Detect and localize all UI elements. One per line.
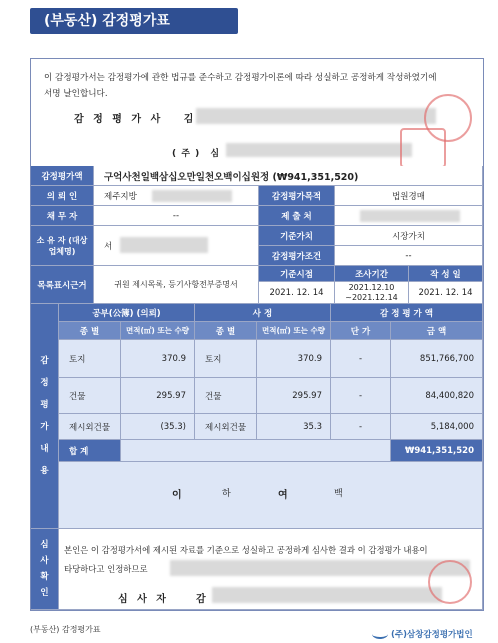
period-label: 조사기간 — [335, 266, 409, 282]
col-type-2: 종 별 — [195, 322, 257, 340]
base-date-value: 2021. 12. 14 — [259, 282, 335, 304]
written-value: 2021. 12. 14 — [409, 282, 483, 304]
appraiser-row — [74, 110, 196, 125]
page-title: (부동산) 감정평가표 — [30, 8, 238, 34]
debtor-value: -- — [94, 206, 259, 226]
row2-amount: 84,400,820 — [391, 378, 483, 414]
footer-right — [372, 628, 473, 640]
redacted-client — [152, 190, 232, 202]
owner-label: 소 유 자 (대상업체명) — [31, 226, 94, 266]
written-label: 작 성 일 — [409, 266, 483, 282]
header-bar — [0, 0, 498, 44]
below-char-3: 여 — [278, 490, 288, 501]
redacted-reviewer — [212, 587, 442, 603]
list-value: 귀원 제시목록, 등기사항전부증명서 — [94, 266, 259, 304]
row1-type2: 토지 — [195, 340, 257, 378]
row3-type1: 제시외건물 — [59, 414, 121, 440]
review-char: 확 — [40, 572, 49, 582]
review-text-1: 본인은 이 감정평가서에 제시된 자료를 기준으로 성실하고 공정하게 심사한 결과 이 감정평가 내용이 — [64, 545, 428, 555]
row2-area1: 295.97 — [121, 378, 195, 414]
eval-label: 감 정 평 가 액 — [331, 304, 483, 322]
reviewer-label: 심 사 자 — [118, 594, 169, 605]
public-label: 공부(公簿) (의뢰) — [59, 304, 195, 322]
detail-side-text — [40, 350, 48, 482]
company-logo-icon — [372, 629, 388, 639]
survey-label: 사 정 — [195, 304, 331, 322]
submit-label: 제 출 처 — [259, 206, 335, 226]
footer-company: (주)삼창감정평가법인 — [391, 630, 473, 640]
redacted-review — [170, 560, 470, 576]
basis-label: 기준가치 — [259, 226, 335, 246]
side-char: 감 — [40, 356, 49, 366]
row1-area2: 370.9 — [257, 340, 331, 378]
col-area-1: 면적(㎡) 또는 수량 — [121, 322, 195, 340]
basis-value: 시장가치 — [335, 226, 483, 246]
footer-left: (부동산) 감정평가표 — [30, 625, 101, 634]
row2-type2: 건물 — [195, 378, 257, 414]
col-type-1: 종 별 — [59, 322, 121, 340]
purpose-label: 감정평가목적 — [259, 186, 335, 206]
company-row — [172, 146, 220, 159]
side-char: 내 — [40, 444, 49, 454]
condition-value: -- — [335, 246, 483, 266]
amount-value: 구억사천일백삼십오만일천오백이십원정 (₩941,351,520) — [94, 166, 483, 186]
period-end: ~2021.12.14 — [345, 292, 398, 302]
row2-unit: - — [331, 378, 391, 414]
intro-line-1: 이 감정평가서는 감정평가에 관한 법규를 준수하고 감정평가이론에 따라 성실하고 공정하게 작성하였기에 — [44, 73, 437, 83]
client-value: 제주지방 — [94, 186, 259, 206]
intro-line-2: 서명 날인합니다. — [44, 89, 108, 99]
review-side-label — [31, 529, 59, 610]
reviewer-name: 감 — [196, 594, 206, 605]
company-stamp — [400, 128, 446, 168]
side-char: 평 — [40, 400, 49, 410]
company-prefix: ( 주 ) — [172, 149, 201, 159]
row3-type2: 제시외건물 — [195, 414, 257, 440]
side-char: 가 — [40, 422, 49, 432]
total-value: ₩941,351,520 — [391, 440, 483, 462]
redacted-appraiser-name — [196, 108, 436, 124]
company-name: 심 — [210, 149, 221, 159]
row2-area2: 295.97 — [257, 378, 331, 414]
reviewer-stamp — [428, 560, 472, 604]
appraiser-name: 김 — [183, 114, 197, 125]
list-label: 목록표시근거 — [31, 266, 94, 304]
col-unit: 단 가 — [331, 322, 391, 340]
amount-label: 감정평가액 — [31, 166, 94, 186]
row3-amount: 5,184,000 — [391, 414, 483, 440]
row3-area1: (35.3) — [121, 414, 195, 440]
condition-label: 감정평가조건 — [259, 246, 335, 266]
total-spacer — [121, 440, 391, 462]
row3-area2: 35.3 — [257, 414, 331, 440]
client-label: 의 뢰 인 — [31, 186, 94, 206]
review-text-2: 타당하다고 인정하므로 — [64, 564, 148, 574]
detail-side-label — [31, 304, 59, 529]
redacted-submit — [360, 210, 460, 222]
base-date-label: 기준시점 — [259, 266, 335, 282]
below-char-2: 하 — [222, 489, 231, 499]
col-area-2: 면적(㎡) 또는 수량 — [257, 322, 331, 340]
side-char: 용 — [40, 466, 49, 476]
row1-unit: - — [331, 340, 391, 378]
redacted-owner — [120, 237, 208, 253]
row1-area1: 370.9 — [121, 340, 195, 378]
row3-unit: - — [331, 414, 391, 440]
period-start: 2021.12.10 — [348, 282, 395, 292]
col-amount: 금 액 — [391, 322, 483, 340]
appraiser-label: 감 정 평 가 사 — [74, 114, 164, 125]
intro-text — [44, 70, 464, 102]
row1-type1: 토지 — [59, 340, 121, 378]
debtor-label: 채 무 자 — [31, 206, 94, 226]
purpose-value: 법원경매 — [335, 186, 483, 206]
row2-type1: 건물 — [59, 378, 121, 414]
total-label: 합 계 — [59, 440, 121, 462]
below-area — [59, 462, 483, 529]
owner-value: 서 — [94, 226, 259, 266]
period-value — [335, 282, 409, 304]
below-char-1: 이 — [172, 490, 182, 501]
below-char-4: 백 — [334, 489, 343, 499]
row1-amount: 851,766,700 — [391, 340, 483, 378]
review-side-text — [40, 537, 48, 601]
side-char: 정 — [40, 378, 49, 388]
review-char: 심 — [40, 540, 49, 550]
review-char: 사 — [40, 556, 49, 566]
review-char: 인 — [40, 588, 49, 598]
redacted-company — [226, 143, 412, 157]
